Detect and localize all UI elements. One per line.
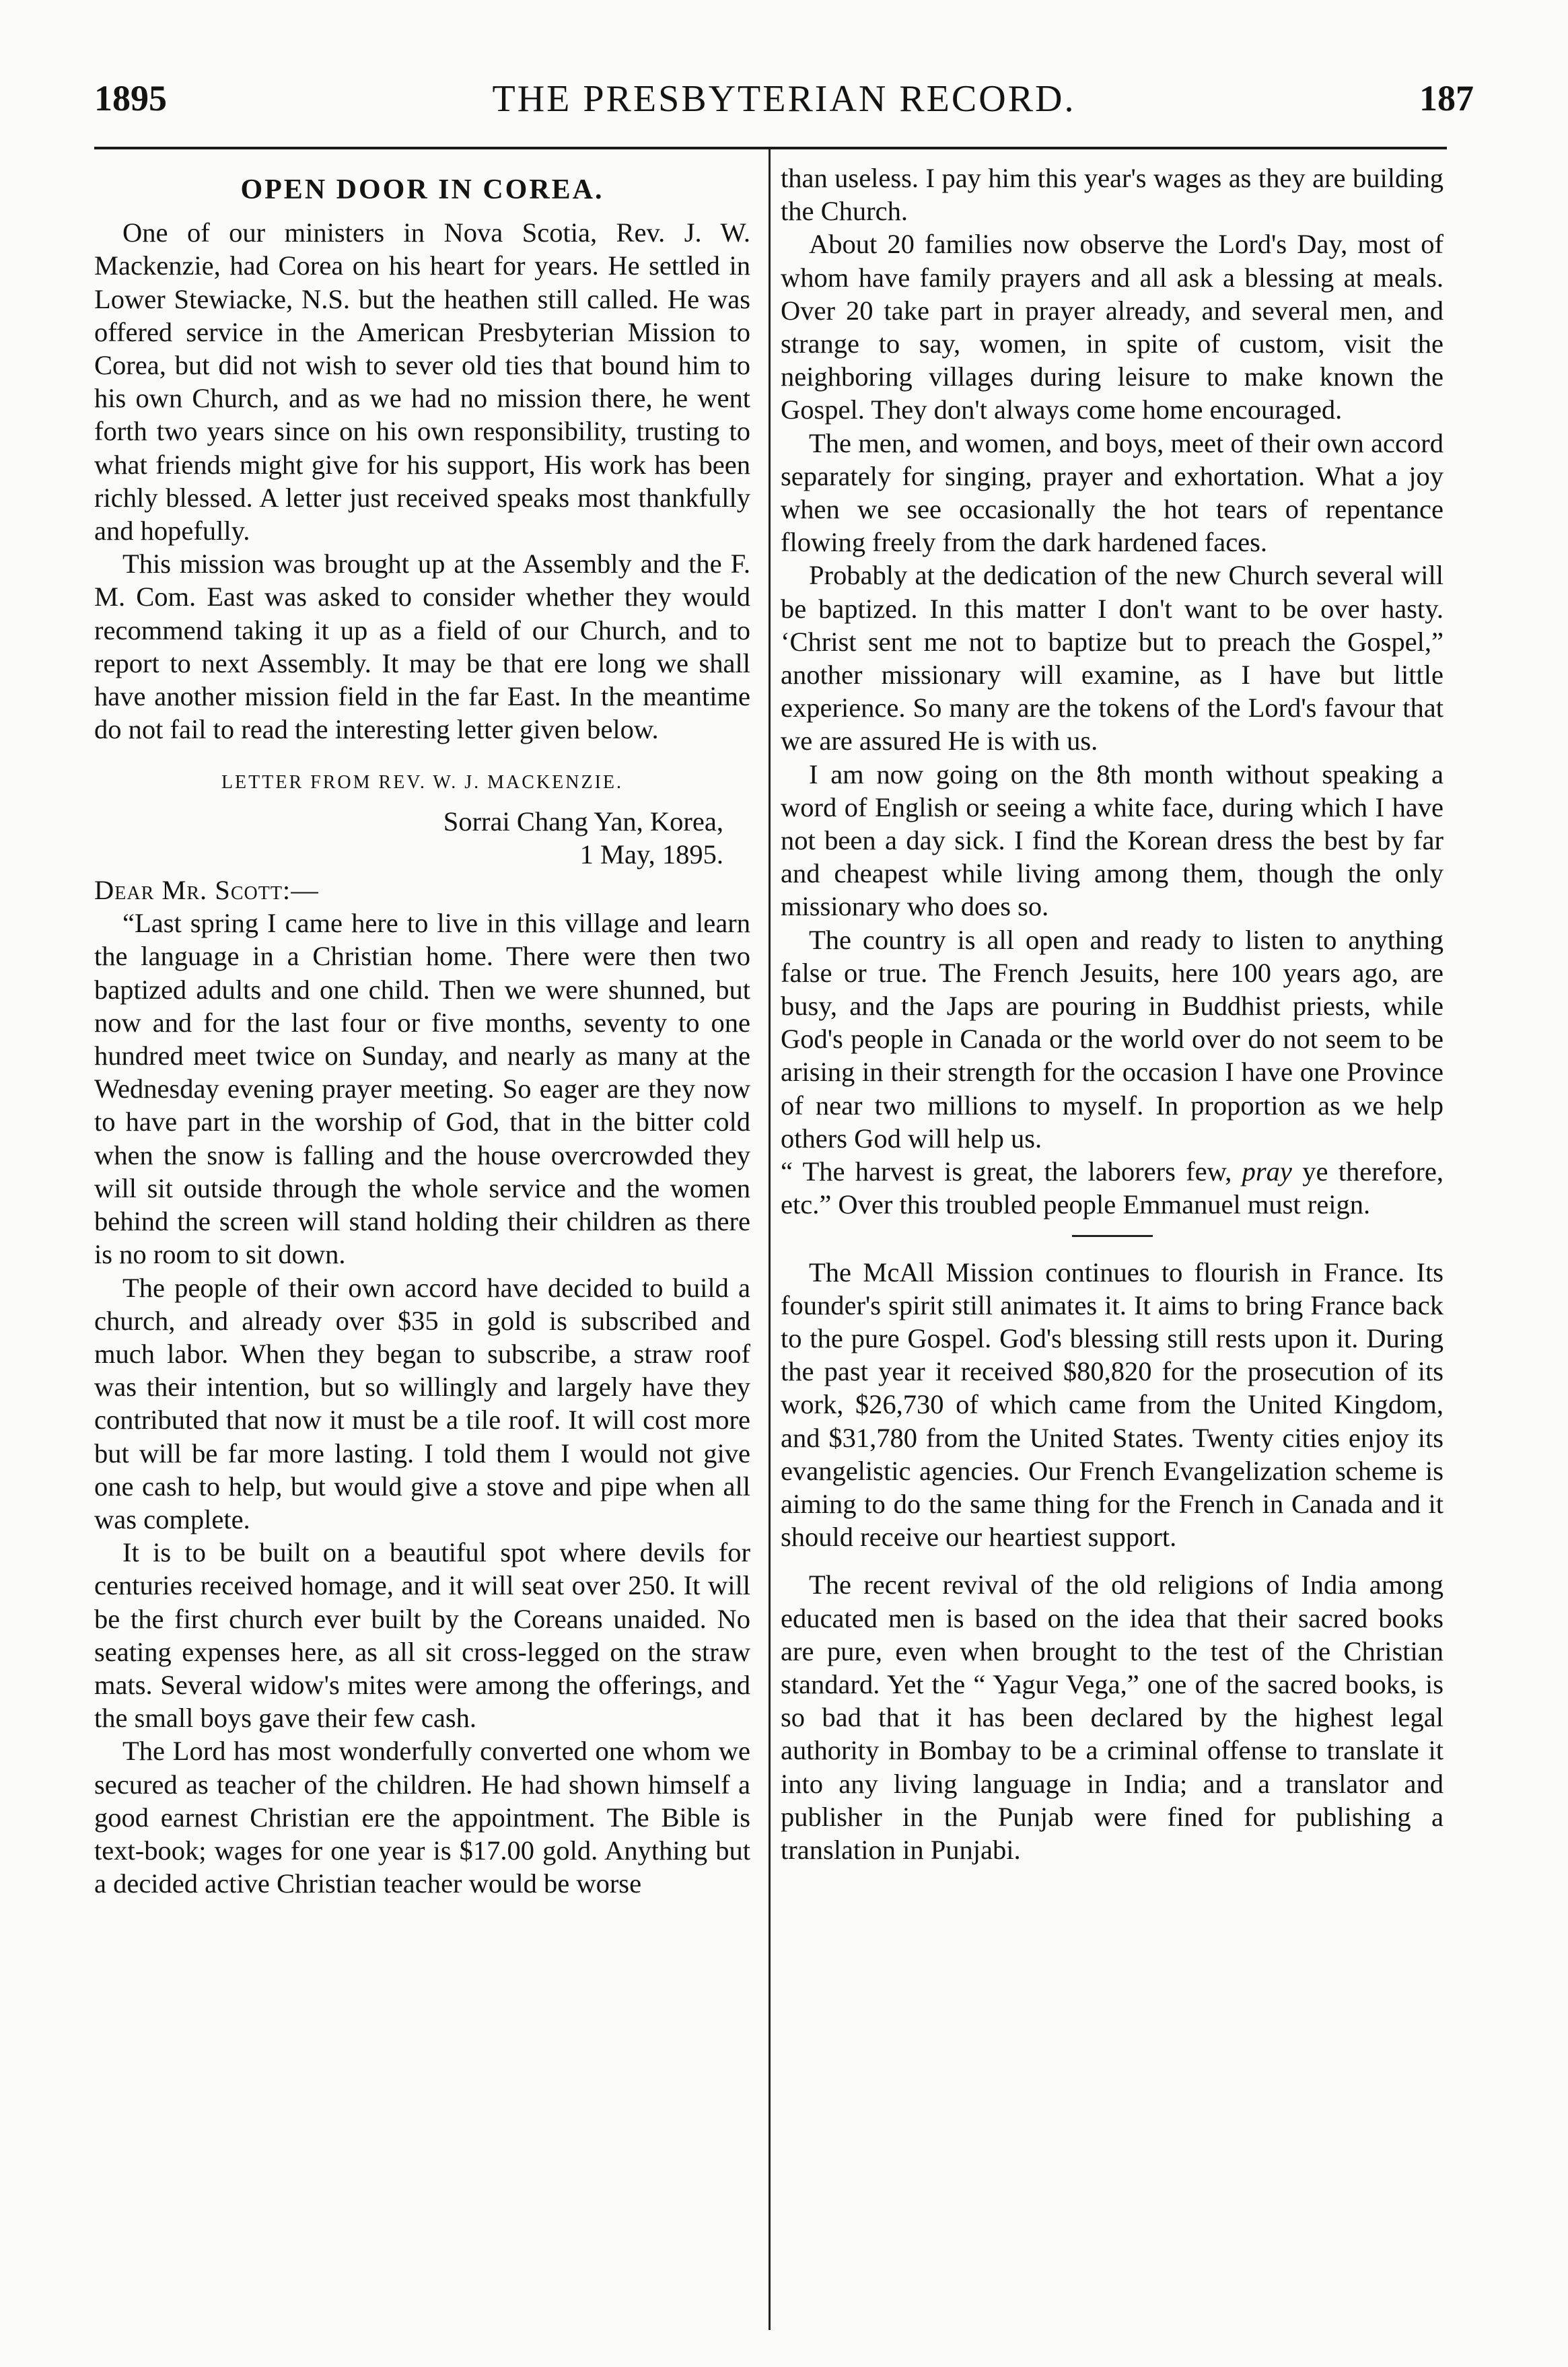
paragraph-gap [781,1553,1444,1568]
header-rule [94,147,1447,149]
letter-paragraph: than useless. I pay him this year's wages as they are building the Church. [781,163,1444,227]
letter-paragraph: The people of their own accord have decided to build a church, and already over $35 in gold is subscribed and much labor. When they began to subscribe, a straw roof was their intention, but so willingly and largely have they contributed that now it must be a tile roof. It will cost more but will be far more lasting. I told them I would not give one cash to help, but would give a stove and pipe when all was complete. [94,1272,750,1534]
letter-paragraph: The country is all open and ready to listen to anything false or true. The French Jesuits, here 100 years ago, are busy, and the Japs are pouring in Buddhist priests, while God's people in Canada or the world over do not seem to be arising in their strength for the occasion I have one Province of near two millions to myself. In proportion as we help others God will help us. [781,924,1444,1154]
closing-text-end: ye therefore, etc.” Over this troubled people Emmanuel must reign. [781,1156,1444,1220]
left-column [94,162,750,1900]
letter-dateline-date: 1 May, 1895. [579,839,723,870]
letter-paragraph: About 20 families now observe the Lord's Day, most of whom have family prayers and all ask a blessing at meals. Over 20 take part in prayer already, and several men, and strange to say, women, in spite of custom, visit the neighboring villages during leisure to make known the Gospel. They don't always come home encouraged. [781,229,1444,425]
article-heading: OPEN DOOR IN COREA. [240,174,604,205]
mcall-mission-paragraph: The McAll Mission continues to flourish in France. Its founder's spirit still animates it. It aims to bring France back to the pure Gospel. God's blessing still rests upon it. During the past year it received $80,820 for the prosecution of its work, $26,730 of which came from the United Kingdom, and $31,780 from the United States. Twenty cities enjoy its evangelistic agencies. Our French Evangelization scheme is aiming to do the same thing for the French in Canada and it should receive our heartiest support. [781,1257,1444,1553]
letter-dateline-place: Sorrai Chang Yan, Korea, [443,806,723,837]
letter-paragraph: “Last spring I came here to live in this village and learn the language in a Christian home. There were then two baptized adults and one child. Then we were shunned, but now and for the last four or five months, seventy to one hundred meet twice on Sunday, and nearly as many at the Wednesday evening prayer meeting. So eager are they now to have part in the worship of God, that in the bitter cold when the snow is falling and the house overcrowded they will sit outside through the whole service and the women behind the screen will stand holding their children as there is no room to sit down. [94,908,750,1270]
letter-paragraph: Probably at the dedication of the new Church several will be baptized. In this matter I don't want to be over hasty. ‘Christ sent me not to baptize but to preach the Gospel,” another missionary will examine, as I have but little experience. So many are the tokens of the Lord's favour that we are assured He is with us. [781,560,1444,756]
letter-paragraph: I am now going on the 8th month without speaking a word of English or seeing a white face, during which I have not been a day sick. I find the Korean dress the best by far and cheapest while living among them, though the only missionary who does so. [781,758,1444,922]
india-religions-paragraph: The recent revival of the old religions of India among educated men is based on the idea that their sacred books are pure, even when brought to the test of the Christian standard. Yet the “ Yagur Vega,” one of the sacred books, is so bad that it has been declared by the highest legal authority in Bombay to be a criminal offense to translate it into any living language in India; and a translator and publisher in the Punjab were fined for publishing a translation in Punjabi. [781,1569,1444,1865]
letter-paragraph: The Lord has most wonderfully converted one whom we secured as teacher of the children. He had shown himself a good earnest Christian ere the appointment. The Bible is text-book; wages for one year is $17.00 gold. Anything but a decided active Christian teacher would be worse [94,1736,750,1899]
letter-salutation: Dear Mr. Scott:— [94,875,319,906]
letter-closing [781,1155,1444,1221]
letter-heading: LETTER FROM REV. W. J. MACKENZIE. [221,772,624,793]
closing-text-start: “ The harvest is great, the laborers few, [781,1156,1242,1187]
column-divider [769,149,771,2330]
article-paragraph: One of our ministers in Nova Scotia, Rev. J. W. Mackenzie, had Corea on his heart for years. He settled in Lower Stewiacke, N.S. but the heathen still called. He was offered service in the American Presbyterian Mission to Corea, but did not wish to sever old ties that bound him to his own Church, and as we had no mission there, he went forth two years since on his own responsibility, trusting to what friends might give for his support, His work has been richly blessed. A letter just received speaks most thankfully and hopefully. [94,217,750,546]
publication-title: THE PRESBYTERIAN RECORD. [492,78,1076,120]
page-number: 187 [1419,78,1474,118]
closing-italic-word: pray [1242,1156,1292,1187]
letter-paragraph: It is to be built on a beautiful spot where devils for centuries received homage, and it will seat over 250. It will be the first church ever built by the Coreans unaided. No seating expenses here, as all sit cross-legged on the straw mats. Several widow's mites were among the offerings, and the small boys gave their few cash. [94,1537,750,1734]
right-column [781,162,1444,1866]
article-paragraph: This mission was brought up at the Assembly and the F. M. Com. East was asked to consider whether they would recommend taking it up as a field of our Church, and to report to next Assembly. It may be that ere long we shall have another mission field in the far East. In the meantime do not fail to read the interesting letter given below. [94,549,750,745]
letter-paragraph: The men, and women, and boys, meet of their own accord separately for singing, prayer and exhortation. What a joy when we see occasionally the hot tears of repentance flowing freely from the dark hardened faces. [781,427,1444,558]
header-year: 1895 [94,78,167,118]
page-header [94,77,1474,131]
section-divider [1072,1235,1153,1237]
